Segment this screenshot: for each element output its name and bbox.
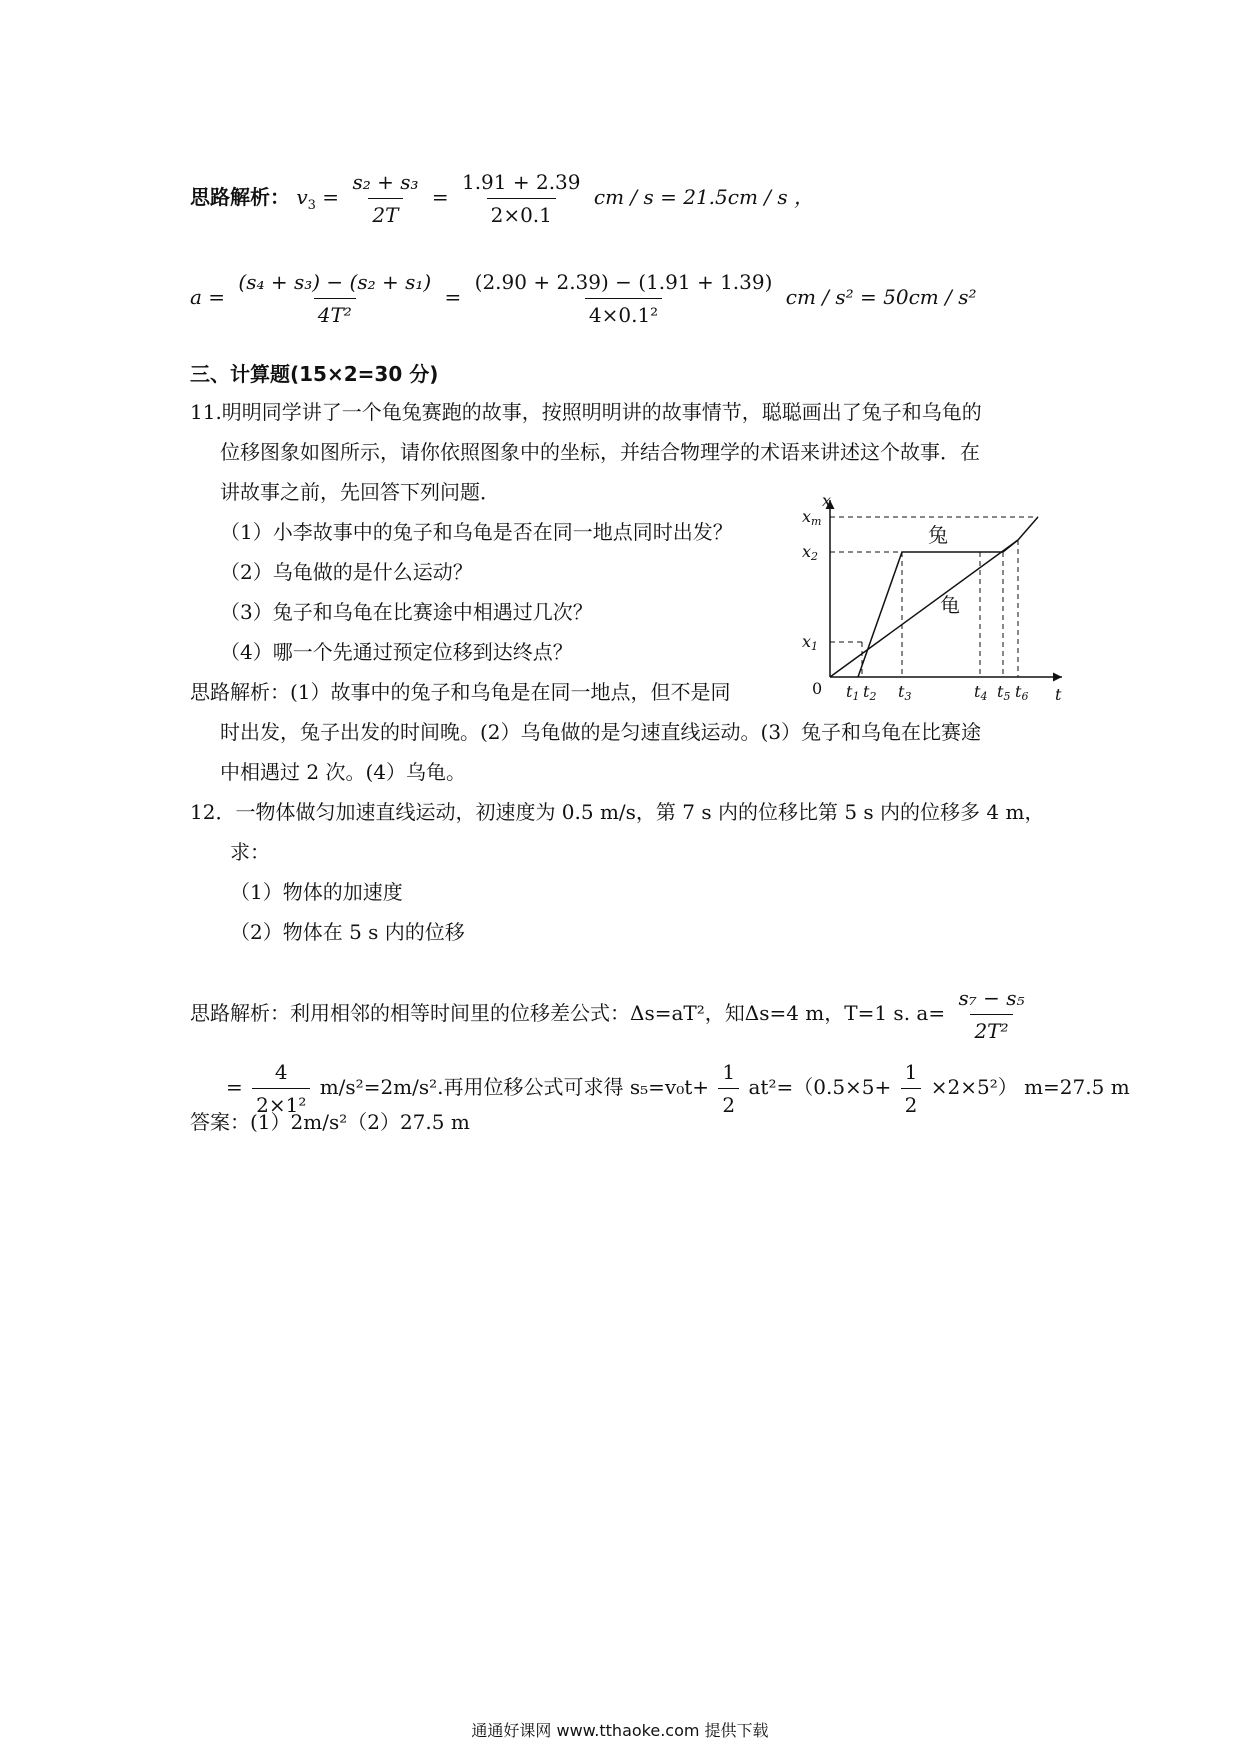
- fraction-denominator: 2: [901, 1088, 922, 1119]
- fraction-denominator: 4T²: [314, 298, 356, 329]
- q11-sub4: （4）哪一个先通过预定位移到达终点？: [220, 640, 573, 664]
- fraction-denominator: 4×0.1²: [585, 298, 662, 329]
- q11-sub3: （3）兔子和乌龟在比赛途中相遇过几次？: [220, 600, 593, 624]
- solution-acceleration: a = $\frac{\text{(s₄ + s₃) − (s₂ + s₁)}}{\text{4T²}}$ = $\frac{(2.90 + 2.39) - (1.91 + 1.39)}{\text{4×0.1²}}$ cm / s² = 50cm / s²: [190, 270, 977, 327]
- rabbit-line: [858, 540, 1018, 677]
- x2-label: x2: [802, 542, 819, 563]
- fraction-denominator: 2T: [368, 198, 402, 229]
- fraction-numerator: 1: [722, 1060, 736, 1084]
- q11-answer-line1: 思路解析：(1）故事中的兔子和乌龟是在同一地点，但不是同: [190, 680, 731, 704]
- t3-label: t3: [898, 682, 912, 703]
- x1-label: x1: [802, 632, 819, 653]
- solution-label: 思路解析：: [190, 185, 290, 209]
- a-lhs: a =: [190, 285, 226, 309]
- q11-sub1: （1）小李故事中的兔子和乌龟是否在同一地点同时出发？: [220, 520, 733, 544]
- tortoise-label: 龟: [940, 593, 960, 617]
- q11-sub2: （2）乌龟做的是什么运动？: [220, 560, 473, 584]
- t2-label: t2: [863, 682, 877, 703]
- x-axis-label: t: [1055, 685, 1062, 704]
- page-footer: 通通好课网 www.tthaoke.com 提供下载: [471, 1721, 769, 1740]
- t6-label: t6: [1015, 682, 1029, 703]
- fraction-numerator: (s₄ + s₃) − (s₂ + s₁): [238, 270, 432, 294]
- q11-answer-line3: 中相遇过 2 次。(4）乌龟。: [220, 760, 466, 784]
- fraction-values: [458, 168, 585, 229]
- a-result: cm / s² = 50cm / s²: [785, 285, 977, 309]
- q12-solution-end: ×2×5²） m=27.5 m: [930, 1075, 1130, 1099]
- equals-sign: =: [226, 1075, 243, 1099]
- fraction-numerator: s₂ + s₃: [352, 170, 419, 194]
- q12-line1: 12．一物体做匀加速直线运动，初速度为 0.5 m/s，第 7 s 内的位移比第 5 s 内的位移多 4 m，: [190, 800, 1045, 824]
- fraction-denominator: 2: [718, 1088, 739, 1119]
- tortoise-line-end: [1018, 517, 1038, 540]
- fraction-numeric: [471, 268, 777, 329]
- fraction-half: [718, 1058, 739, 1119]
- v3-result: cm / s = 21.5cm / s ，: [593, 185, 815, 209]
- fraction-numerator: s₇ − s₅: [958, 986, 1025, 1010]
- t5-label: t5: [997, 682, 1011, 703]
- q12-sub2: （2）物体在 5 s 内的位移: [230, 920, 465, 944]
- y-axis-label: x: [822, 492, 832, 510]
- q12-sub1: （1）物体的加速度: [230, 880, 403, 904]
- q12-answer: 答案：(1）2m/s²（2）27.5 m: [190, 1110, 470, 1134]
- tortoise-line: [830, 540, 1018, 677]
- q11-line3: 讲故事之前，先回答下列问题．: [220, 480, 500, 504]
- fraction-numerator: 1: [904, 1060, 918, 1084]
- q11-line1: 11.明明同学讲了一个龟兔赛跑的故事，按照明明讲的故事情节，聪聪画出了兔子和乌龟的: [190, 400, 982, 424]
- xm-label: xm: [802, 507, 822, 528]
- v-sub: 3: [307, 198, 316, 213]
- fraction-numerator: 1.91 + 2.39: [461, 170, 581, 194]
- fraction-numerator: 4: [274, 1060, 288, 1084]
- fraction-denominator: 2T²: [970, 1014, 1012, 1045]
- section-heading: 三、计算题(15×2=30 分): [190, 362, 439, 386]
- origin-label: 0: [812, 679, 823, 698]
- fraction-s7-s5: [954, 984, 1028, 1045]
- fraction-numerator: (2.90 + 2.39) − (1.91 + 1.39): [474, 270, 773, 294]
- fraction-s2-s3: [348, 168, 422, 229]
- fraction-denominator: 2×0.1: [487, 198, 556, 229]
- fraction-half-2: [901, 1058, 922, 1119]
- q12-solution-mid2: at²=（0.5×5+: [748, 1075, 892, 1099]
- displacement-time-diagram: [800, 492, 1070, 707]
- t1-label: t1: [846, 682, 860, 703]
- q12-solution-text: 思路解析：利用相邻的相等时间里的位移差公式：Δs=aT²，知Δs=4 m，T=1 s. a=: [190, 1001, 946, 1025]
- q12-solution-mid: m/s²=2m/s².再用位移公式可求得 s₅=v₀t+: [319, 1075, 710, 1099]
- t4-label: t4: [974, 682, 988, 703]
- q11-line2: 位移图象如图所示，请你依照图象中的坐标，并结合物理学的术语来讲述这个故事．在: [220, 440, 980, 464]
- q12-solution-line1: [190, 984, 1032, 1045]
- solution-v3: 思路解析： $v_3$ = $\frac{\text{s₂ + s₃}}{2T}$ = $\frac{1.91 + 2.39}{2\times 0.1}$ cm / s = 21.5cm / s ，: [190, 170, 815, 227]
- fraction-symbolic: [234, 268, 435, 329]
- q11-answer-line2: 时出发，兔子出发的时间晚。(2）乌龟做的是匀速直线运动。(3）兔子和乌龟在比赛途: [220, 720, 982, 744]
- v-symbol: v: [296, 185, 308, 209]
- fraction-denominator: 2×1²: [252, 1088, 310, 1119]
- q12-line2: 求：: [230, 840, 270, 864]
- rabbit-label: 兔: [928, 523, 948, 547]
